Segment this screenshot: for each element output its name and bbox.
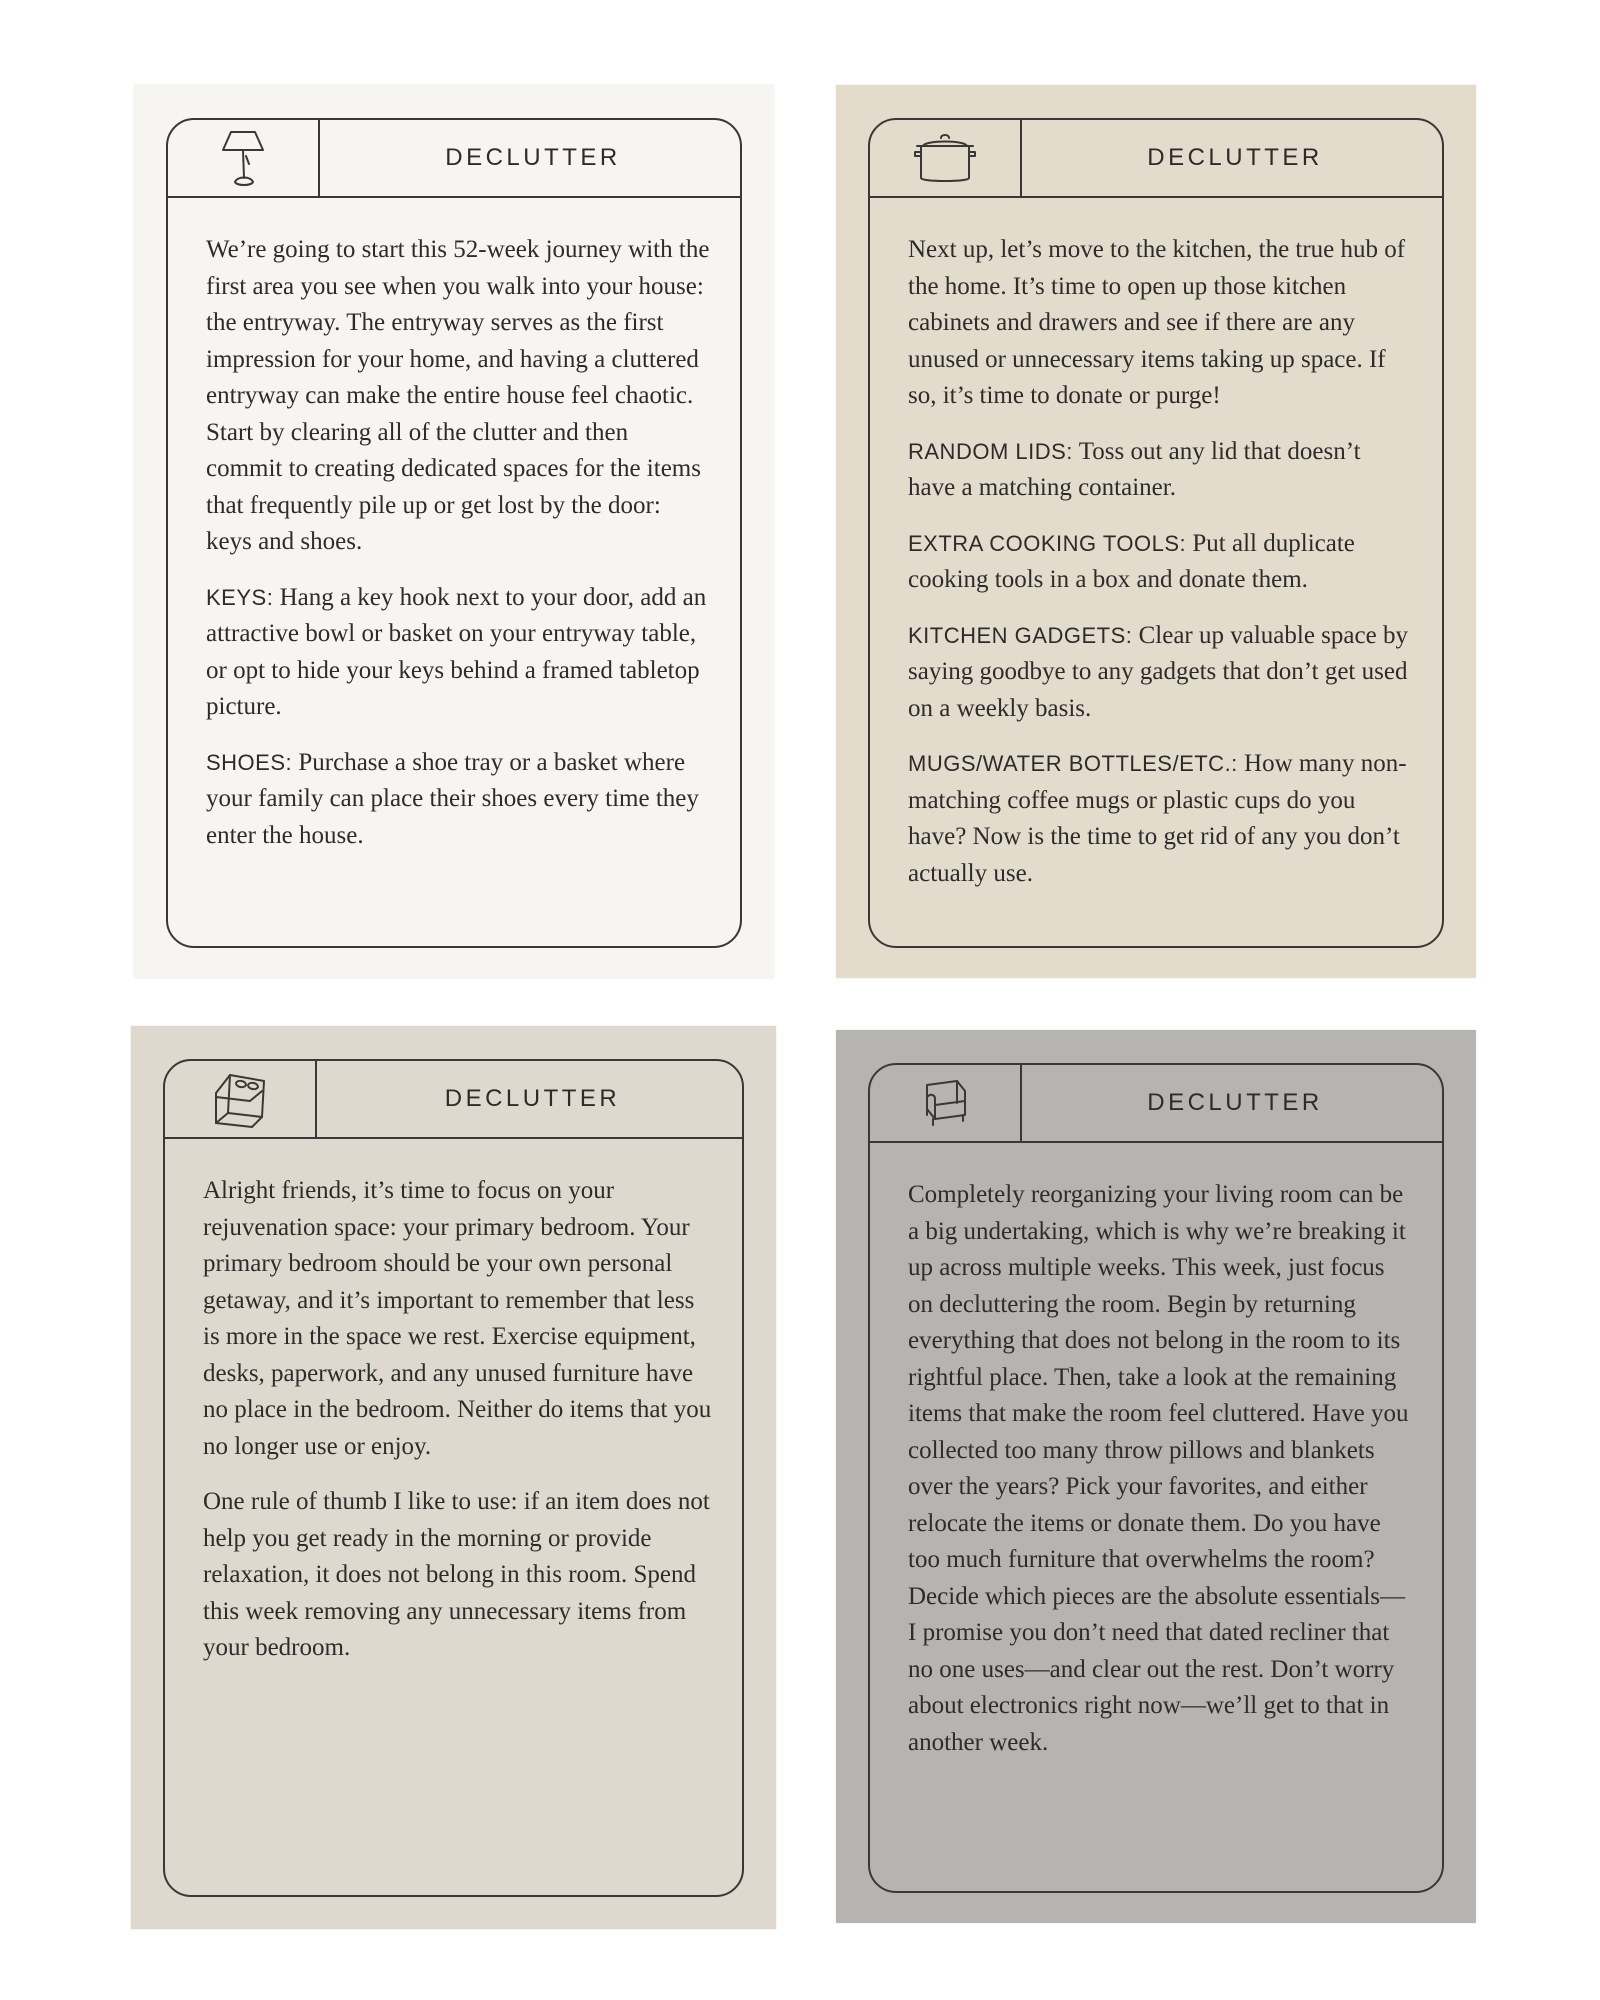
- tip-label: MUGS/WATER BOTTLES/ETC.:: [908, 751, 1238, 776]
- card-title: DECLUTTER: [444, 1085, 621, 1112]
- intro-paragraph: We’re going to start this 52-week journey with the first area you see when you walk into your house: the entryway. The entryway serves as the first impression for your home, and having a cluttered entryway can make the entire house feel chaotic. Start by clearing all of the clutter and then commit to creating dedicated spaces for the items that frequently pile up or get lost by the door: keys and shoes.: [206, 236, 710, 555]
- intro-paragraph: Next up, let’s move to the kitchen, the true hub of the home. It’s time to open up those kitchen cabinets and drawers and see if there are any unused or unnecessary items taking up space. If so, it’s time to donate or purge!: [908, 236, 1406, 409]
- tip-text: Toss out any lid that doesn’t have a matching container.: [908, 437, 1361, 501]
- card-header: [165, 1061, 742, 1139]
- armchair-icon: [913, 1071, 977, 1135]
- card-body: [908, 1177, 1412, 1780]
- card-frame: [163, 1059, 744, 1897]
- card-title: DECLUTTER: [1147, 144, 1323, 171]
- card-bedroom: [131, 1026, 776, 1929]
- tip-text: How many non-matching coffee mugs or plastic cups do you have? Now is the time to get rid of any you don’t actually use.: [908, 750, 1407, 887]
- tip-text: Put all duplicate cooking tools in a box and donate them.: [908, 529, 1355, 593]
- tip-label: KITCHEN GADGETS:: [908, 622, 1133, 648]
- tip-label: SHOES:: [206, 749, 293, 775]
- icon-cell: [165, 1061, 317, 1137]
- tip-kitchen-gadgets: [908, 618, 1412, 728]
- paragraph: Alright friends, it’s time to focus on your rejuvenation space: your primary bedroom. Your primary bedroom should be your own personal getaway, and it’s important to remember that less is more in the space we rest. Exercise equipment, desks, paperwork, and any unused furniture have no place in the bedroom. Neither do items that you no longer use or enjoy.: [203, 1177, 712, 1460]
- tip-text: Hang a key hook next to your door, add an attractive bowl or basket on your entryway table, or opt to hide your keys behind a framed tabletop picture.: [206, 583, 707, 720]
- tip-text: Purchase a shoe tray or a basket where your family can place their shoes every time they enter the house.: [206, 748, 699, 849]
- tip-label: RANDOM LIDS:: [908, 438, 1073, 464]
- tip-label: EXTRA COOKING TOOLS:: [908, 530, 1187, 556]
- card-title: DECLUTTER: [445, 144, 621, 171]
- icon-cell: [870, 120, 1022, 196]
- tip-mugs-water-bottles: [908, 746, 1412, 892]
- tip-keys: [206, 580, 710, 726]
- card-body: [908, 232, 1412, 911]
- card-body: [206, 232, 710, 873]
- cooking-pot-icon: [907, 126, 983, 190]
- icon-cell: [870, 1065, 1022, 1141]
- card-entryway: [134, 85, 774, 978]
- tip-shoes: [206, 745, 710, 855]
- card-frame: [166, 118, 742, 948]
- tip-text: Clear up valuable space by saying goodbye to any gadgets that don’t get used on a weekly basis.: [908, 621, 1408, 722]
- lamp-icon: [213, 126, 273, 190]
- icon-cell: [168, 120, 320, 196]
- tip-extra-cooking-tools: [908, 526, 1412, 599]
- card-frame: [868, 118, 1444, 948]
- card-frame: [868, 1063, 1444, 1893]
- tip-random-lids: [908, 434, 1412, 507]
- card-body: [203, 1173, 712, 1686]
- paragraph: Completely reorganizing your living room can be a big undertaking, which is why we’re breaking it up across multiple weeks. This week, just focus on decluttering the room. Begin by returning everything that does not belong in the room to its rightful place. Then, take a look at the remaining items that make the room feel cluttered. Have you collected too many throw pillows and blankets over the years? Pick your favorites, and either relocate the items or donate them. Do you have too much furniture that overwhelms the room? Decide which pieces are the absolute essentials—I promise you don’t need that dated recliner that no one uses—and clear out the rest. Don’t worry about electronics right now—we’ll get to that in another week.: [908, 1181, 1409, 1756]
- card-title: DECLUTTER: [1147, 1089, 1323, 1116]
- card-header: [168, 120, 740, 198]
- card-living-room: [836, 1030, 1476, 1923]
- tip-label: KEYS:: [206, 584, 274, 610]
- card-header: [870, 1065, 1442, 1143]
- card-header: [870, 120, 1442, 198]
- paragraph: One rule of thumb I like to use: if an item does not help you get ready in the morning or provide relaxation, it does not belong in this room. Spend this week removing any unnecessary items from your bedroom.: [203, 1488, 710, 1661]
- bed-icon: [208, 1067, 272, 1131]
- card-kitchen: [836, 85, 1476, 978]
